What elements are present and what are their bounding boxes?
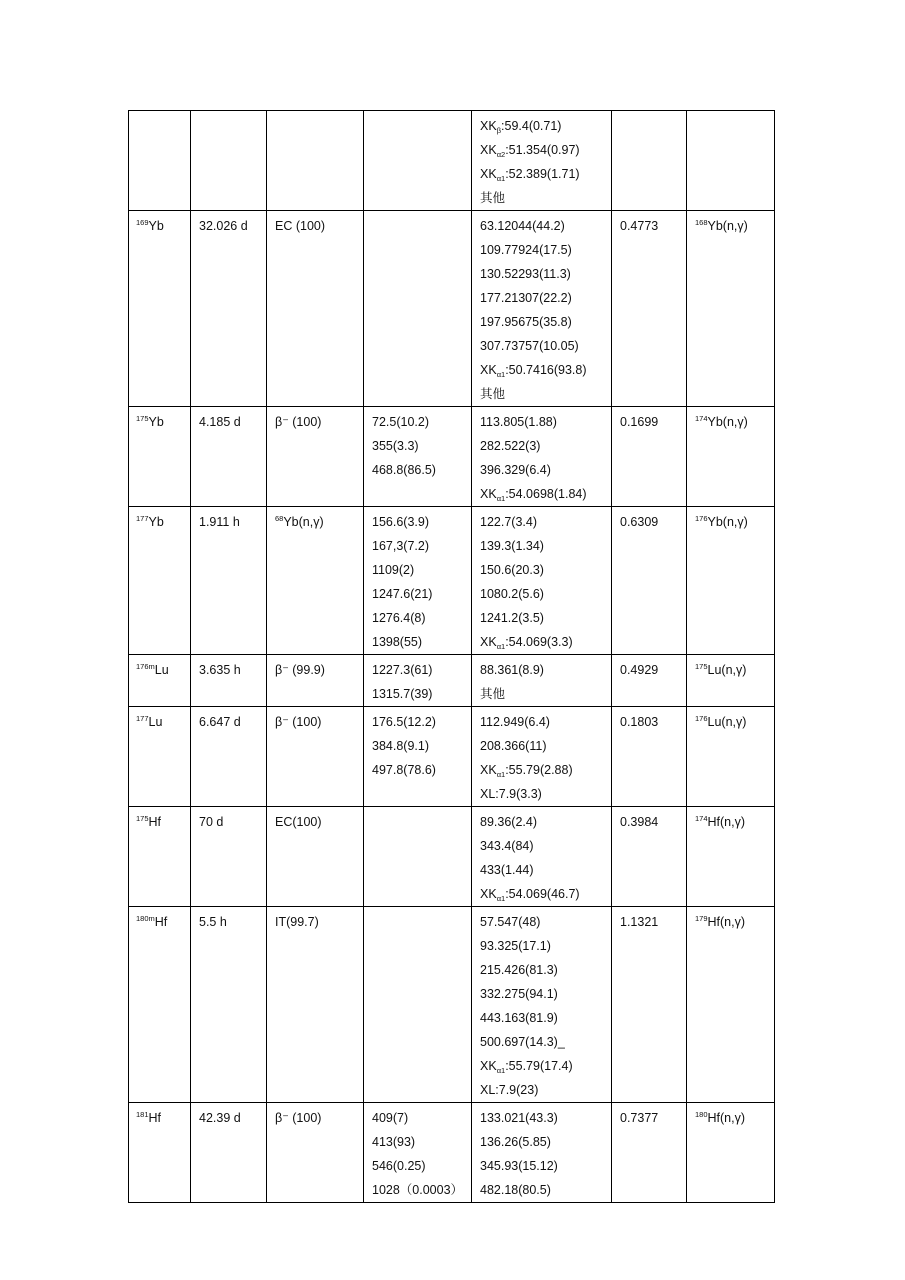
gamma-energy-text: XK	[480, 763, 497, 777]
gamma-energy-text: 89.36(2.4)	[480, 815, 537, 829]
nuclide-symbol: Yb	[148, 219, 164, 233]
beta-energy: 167,3(7.2)	[372, 539, 429, 553]
half-life: 70 d	[199, 815, 224, 829]
gamma-energy-cell	[472, 507, 612, 655]
gamma-energy	[480, 1006, 605, 1030]
reaction	[695, 510, 768, 534]
reaction	[695, 910, 768, 934]
reaction-text: Hf(n,γ)	[707, 815, 746, 829]
gamma-energy-text: 130.52293(11.3)	[480, 267, 571, 281]
half-life-cell	[191, 211, 267, 407]
gamma-energy-text: 307.73757(10.05)	[480, 339, 579, 353]
half-life-cell	[191, 507, 267, 655]
gamma-energy-text: 112.949(6.4)	[480, 715, 550, 729]
gamma-energy-cell	[472, 1103, 612, 1203]
decay-mode	[275, 658, 357, 682]
gamma-energy	[480, 658, 605, 682]
reaction-cell	[687, 1103, 775, 1203]
cross-section: 1.1321	[620, 915, 659, 929]
gamma-energy-text: 122.7(3.4)	[480, 515, 537, 529]
half-life-cell	[191, 655, 267, 707]
gamma-energy-value: :55.79(17.4)	[505, 1059, 573, 1073]
beta-energy: 546(0.25)	[372, 1159, 426, 1173]
gamma-energy-value: :54.0698(1.84)	[505, 487, 587, 501]
gamma-energy	[480, 782, 605, 806]
decay-mode	[275, 410, 357, 434]
gamma-energy	[480, 482, 605, 506]
gamma-energy-text: 482.18(80.5)	[480, 1183, 551, 1197]
reaction-target-mass: 174	[695, 414, 708, 423]
beta-energy: 384.8(9.1)	[372, 739, 429, 753]
table-row	[129, 707, 775, 807]
nuclide-symbol: Hf	[154, 915, 168, 929]
half-life: 4.185 d	[199, 415, 241, 429]
gamma-energy	[480, 410, 605, 434]
gamma-energy	[480, 1078, 605, 1102]
decay-mode-text: β⁻ (100)	[275, 415, 322, 429]
reaction	[695, 410, 768, 434]
cross-section-cell	[612, 111, 687, 211]
gamma-energy-text: 343.4(84)	[480, 839, 534, 853]
table-row	[129, 407, 775, 507]
decay-mode-cell	[267, 1103, 364, 1203]
gamma-energy	[480, 982, 605, 1006]
gamma-energy	[480, 434, 605, 458]
cross-section	[620, 114, 680, 138]
gamma-energy	[480, 162, 605, 186]
gamma-energy-cell	[472, 111, 612, 211]
gamma-energy	[480, 758, 605, 782]
gamma-energy-cell	[472, 707, 612, 807]
gamma-energy	[480, 882, 605, 906]
gamma-energy-text: 332.275(94.1)	[480, 987, 558, 1001]
nuclide-mass: 177	[136, 714, 149, 723]
beta-energy: 1315.7(39)	[372, 687, 433, 701]
gamma-energy-text: 197.95675(35.8)	[480, 315, 572, 329]
beta-energy: 413(93)	[372, 1135, 416, 1149]
gamma-energy-text: 443.163(81.9)	[480, 1011, 558, 1025]
gamma-energy	[480, 1154, 605, 1178]
reaction-target-mass: 180	[695, 1110, 708, 1119]
beta-energy: 409(7)	[372, 1111, 409, 1125]
beta-energy: 176.5(12.2)	[372, 715, 436, 729]
decay-mode	[275, 910, 357, 934]
decay-mode-text: β⁻ (100)	[275, 1111, 322, 1125]
beta-energy: 468.8(86.5)	[372, 463, 436, 477]
gamma-energy-text: XK	[480, 119, 497, 133]
gamma-energy	[480, 630, 605, 654]
reaction-text: Hf(n,γ)	[707, 915, 746, 929]
gamma-energy-text: 500.697(14.3)_	[480, 1035, 565, 1049]
nuclide-label	[136, 214, 184, 238]
xray-line-subscript: α1	[496, 770, 506, 779]
gamma-energy-cell	[472, 407, 612, 507]
cross-section: 0.4773	[620, 219, 659, 233]
xray-line-subscript: α1	[496, 174, 506, 183]
xray-line-subscript: α1	[496, 894, 506, 903]
nuclide-label	[136, 910, 184, 934]
gamma-energy	[480, 910, 605, 934]
half-life: 6.647 d	[199, 715, 241, 729]
gamma-energy-text: 396.329(6.4)	[480, 463, 551, 477]
table-row	[129, 807, 775, 907]
decay-mode-cell	[267, 507, 364, 655]
gamma-energy	[480, 114, 605, 138]
gamma-energy-text: XK	[480, 167, 497, 181]
gamma-energy	[480, 334, 605, 358]
nuclide-cell	[129, 707, 191, 807]
decay-mode-text: IT(99.7)	[275, 915, 319, 929]
gamma-energy-text: 88.361(8.9)	[480, 663, 544, 677]
nuclide-mass: 175	[136, 814, 149, 823]
decay-mode-text: EC (100)	[275, 219, 326, 233]
nuclide-mass: 180m	[136, 914, 155, 923]
table-body	[129, 111, 775, 1203]
nuclide-label	[136, 658, 184, 682]
gamma-energy	[480, 138, 605, 162]
half-life: 42.39 d	[199, 1111, 241, 1125]
xray-line-subscript: α1	[496, 642, 506, 651]
cross-section: 0.1803	[620, 715, 659, 729]
half-life-cell	[191, 807, 267, 907]
decay-mode	[275, 214, 357, 238]
gamma-energy-text: XK	[480, 143, 497, 157]
gamma-energy	[480, 186, 605, 210]
beta-energy-cell	[364, 655, 472, 707]
beta-energy-cell	[364, 907, 472, 1103]
beta-energy: 1109(2)	[372, 563, 415, 577]
gamma-energy	[480, 1106, 605, 1130]
beta-energy: 355(3.3)	[372, 439, 419, 453]
nuclide-label	[136, 114, 184, 138]
decay-mode-cell	[267, 707, 364, 807]
decay-mode-cell	[267, 907, 364, 1103]
reaction-text: Yb(n,γ)	[707, 219, 748, 233]
reaction-target-mass: 174	[695, 814, 708, 823]
cross-section: 0.6309	[620, 515, 659, 529]
decay-mode-cell	[267, 407, 364, 507]
xray-line-subscript: α1	[496, 494, 506, 503]
gamma-energy-text: 133.021(43.3)	[480, 1111, 558, 1125]
gamma-energy	[480, 510, 605, 534]
reaction-target-mass: 175	[695, 662, 708, 671]
gamma-energy	[480, 238, 605, 262]
table-row	[129, 907, 775, 1103]
gamma-energy-value: :59.4(0.71)	[501, 119, 562, 133]
reaction-cell	[687, 111, 775, 211]
decay-mode-cell	[267, 655, 364, 707]
cross-section: 0.4929	[620, 663, 659, 677]
reaction-text: Yb(n,γ)	[707, 415, 748, 429]
gamma-energy-text: XK	[480, 487, 497, 501]
reaction-cell	[687, 707, 775, 807]
nuclide-cell	[129, 807, 191, 907]
reaction	[695, 214, 768, 238]
cross-section-cell	[612, 807, 687, 907]
gamma-energy	[480, 710, 605, 734]
beta-energy: 156.6(3.9)	[372, 515, 429, 529]
xray-line-subscript: β	[496, 126, 502, 135]
gamma-energy	[480, 958, 605, 982]
gamma-energy	[480, 310, 605, 334]
nuclide-cell	[129, 655, 191, 707]
half-life-cell	[191, 1103, 267, 1203]
gamma-energy-text: 1080.2(5.6)	[480, 587, 544, 601]
gamma-energy	[480, 1130, 605, 1154]
decay-mode	[275, 114, 357, 138]
gamma-energy-text: 其他	[480, 687, 506, 701]
half-life	[199, 114, 260, 138]
reaction-cell	[687, 507, 775, 655]
cross-section: 0.1699	[620, 415, 659, 429]
half-life-cell	[191, 111, 267, 211]
reaction-cell	[687, 211, 775, 407]
table-row	[129, 211, 775, 407]
gamma-energy-value: :52.389(1.71)	[505, 167, 580, 181]
gamma-energy	[480, 934, 605, 958]
gamma-energy-text: 139.3(1.34)	[480, 539, 544, 553]
reaction-text: Lu(n,γ)	[707, 715, 747, 729]
decay-mode-cell	[267, 807, 364, 907]
decay-mode	[275, 510, 357, 534]
nuclide-symbol: Yb	[148, 515, 164, 529]
reaction-text: Hf(n,γ)	[707, 1111, 746, 1125]
decay-mode	[275, 710, 357, 734]
cross-section-cell	[612, 407, 687, 507]
beta-energy-cell	[364, 111, 472, 211]
gamma-energy-text: 63.12044(44.2)	[480, 219, 565, 233]
gamma-energy-value: :54.069(46.7)	[505, 887, 580, 901]
gamma-energy-text: 113.805(1.88)	[480, 415, 557, 429]
decay-mode-cell	[267, 211, 364, 407]
gamma-energy-text: 93.325(17.1)	[480, 939, 551, 953]
gamma-energy	[480, 558, 605, 582]
nuclide-symbol: Lu	[148, 715, 163, 729]
beta-energy-cell	[364, 807, 472, 907]
decay-mode-mass: 68	[275, 514, 284, 523]
cross-section-cell	[612, 907, 687, 1103]
nuclide-mass: 181	[136, 1110, 149, 1119]
gamma-energy-text: 1241.2(3.5)	[480, 611, 544, 625]
half-life: 3.635 h	[199, 663, 241, 677]
reaction-text: Lu(n,γ)	[707, 663, 747, 677]
decay-mode-text: Yb(n,γ)	[283, 515, 324, 529]
gamma-energy	[480, 1054, 605, 1078]
gamma-energy-text: XK	[480, 635, 497, 649]
decay-mode	[275, 1106, 357, 1130]
reaction	[695, 710, 768, 734]
gamma-energy-cell	[472, 211, 612, 407]
gamma-energy-text: 109.77924(17.5)	[480, 243, 572, 257]
gamma-energy-value: :54.069(3.3)	[505, 635, 573, 649]
beta-energy: 1247.6(21)	[372, 587, 433, 601]
cross-section-cell	[612, 707, 687, 807]
gamma-energy-cell	[472, 907, 612, 1103]
cross-section-cell	[612, 507, 687, 655]
gamma-energy	[480, 534, 605, 558]
gamma-energy-text: 其他	[480, 191, 506, 205]
cross-section: 0.3984	[620, 815, 659, 829]
gamma-energy-text: 其他	[480, 387, 506, 401]
gamma-energy-text: 150.6(20.3)	[480, 563, 544, 577]
gamma-energy	[480, 382, 605, 406]
beta-energy-cell	[364, 211, 472, 407]
xray-line-subscript: α1	[496, 1066, 506, 1075]
reaction-target-mass: 179	[695, 914, 708, 923]
reaction	[695, 1106, 768, 1130]
nuclide-label	[136, 410, 184, 434]
gamma-energy-text: 215.426(81.3)	[480, 963, 558, 977]
beta-energy: 1276.4(8)	[372, 611, 426, 625]
beta-energy-cell	[364, 1103, 472, 1203]
reaction-cell	[687, 907, 775, 1103]
nuclide-mass: 176m	[136, 662, 155, 671]
gamma-energy-text: 177.21307(22.2)	[480, 291, 572, 305]
gamma-energy-text: 282.522(3)	[480, 439, 541, 453]
reaction	[695, 810, 768, 834]
half-life: 1.911 h	[199, 515, 240, 529]
gamma-energy-text: 208.366(11)	[480, 739, 547, 753]
reaction-cell	[687, 807, 775, 907]
cross-section-cell	[612, 655, 687, 707]
decay-mode-text: β⁻ (99.9)	[275, 663, 325, 677]
nuclide-mass: 169	[136, 218, 149, 227]
gamma-energy	[480, 606, 605, 630]
decay-mode-cell	[267, 111, 364, 211]
gamma-energy-text: 136.26(5.85)	[480, 1135, 551, 1149]
nuclide-mass: 177	[136, 514, 149, 523]
nuclide-cell	[129, 211, 191, 407]
gamma-energy	[480, 858, 605, 882]
nuclide-cell	[129, 407, 191, 507]
gamma-energy	[480, 834, 605, 858]
nuclide-label	[136, 710, 184, 734]
gamma-energy-text: XL:7.9(23)	[480, 1083, 539, 1097]
reaction-target-mass: 176	[695, 514, 708, 523]
nuclide-cell	[129, 907, 191, 1103]
cross-section: 0.7377	[620, 1111, 659, 1125]
reaction-target-mass: 168	[695, 218, 708, 227]
gamma-energy	[480, 734, 605, 758]
gamma-energy-value: :51.354(0.97)	[505, 143, 580, 157]
gamma-energy-text: XK	[480, 1059, 497, 1073]
reaction	[695, 114, 768, 138]
nuclide-label	[136, 810, 184, 834]
nuclide-data-table	[128, 110, 775, 1203]
gamma-energy	[480, 582, 605, 606]
decay-mode-text: β⁻ (100)	[275, 715, 322, 729]
gamma-energy-text: 345.93(15.12)	[480, 1159, 558, 1173]
decay-mode	[275, 810, 357, 834]
gamma-energy-value: :50.7416(93.8)	[505, 363, 587, 377]
beta-energy-cell	[364, 707, 472, 807]
beta-energy-cell	[364, 507, 472, 655]
nuclide-mass: 175	[136, 414, 149, 423]
beta-energy: 1028（0.0003）	[372, 1183, 464, 1197]
half-life: 5.5 h	[199, 915, 227, 929]
beta-energy: 1398(55)	[372, 635, 423, 649]
gamma-energy-cell	[472, 655, 612, 707]
gamma-energy-text: XK	[480, 887, 497, 901]
xray-line-subscript: α1	[496, 370, 506, 379]
gamma-energy	[480, 286, 605, 310]
gamma-energy-cell	[472, 807, 612, 907]
xray-line-subscript: α2	[496, 150, 506, 159]
gamma-energy-text: 433(1.44)	[480, 863, 534, 877]
nuclide-cell	[129, 507, 191, 655]
nuclide-symbol: Hf	[148, 815, 162, 829]
gamma-energy	[480, 262, 605, 286]
gamma-energy	[480, 358, 605, 382]
reaction-cell	[687, 655, 775, 707]
reaction-cell	[687, 407, 775, 507]
nuclide-label	[136, 1106, 184, 1130]
table-row	[129, 507, 775, 655]
table-row	[129, 1103, 775, 1203]
gamma-energy-text: XK	[480, 363, 497, 377]
nuclide-symbol: Hf	[148, 1111, 162, 1125]
beta-energy-cell	[364, 407, 472, 507]
beta-energy: 1227.3(61)	[372, 663, 433, 677]
beta-energy: 497.8(78.6)	[372, 763, 436, 777]
table-row	[129, 111, 775, 211]
gamma-energy	[480, 458, 605, 482]
half-life-cell	[191, 407, 267, 507]
reaction	[695, 658, 768, 682]
half-life: 32.026 d	[199, 219, 248, 233]
nuclide-label	[136, 510, 184, 534]
gamma-energy-value: :55.79(2.88)	[505, 763, 573, 777]
table-row	[129, 655, 775, 707]
gamma-energy-text: 57.547(48)	[480, 915, 541, 929]
reaction-text: Yb(n,γ)	[707, 515, 748, 529]
nuclide-symbol: Lu	[154, 663, 169, 677]
decay-mode-text: EC(100)	[275, 815, 322, 829]
nuclide-symbol: Yb	[148, 415, 164, 429]
gamma-energy	[480, 1178, 605, 1202]
gamma-energy	[480, 810, 605, 834]
gamma-energy	[480, 214, 605, 238]
gamma-energy-text: XL:7.9(3.3)	[480, 787, 542, 801]
gamma-energy	[480, 1030, 605, 1054]
cross-section-cell	[612, 211, 687, 407]
nuclide-cell	[129, 111, 191, 211]
gamma-energy	[480, 682, 605, 706]
reaction-target-mass: 176	[695, 714, 708, 723]
nuclide-cell	[129, 1103, 191, 1203]
beta-energy: 72.5(10.2)	[372, 415, 429, 429]
half-life-cell	[191, 907, 267, 1103]
cross-section-cell	[612, 1103, 687, 1203]
half-life-cell	[191, 707, 267, 807]
